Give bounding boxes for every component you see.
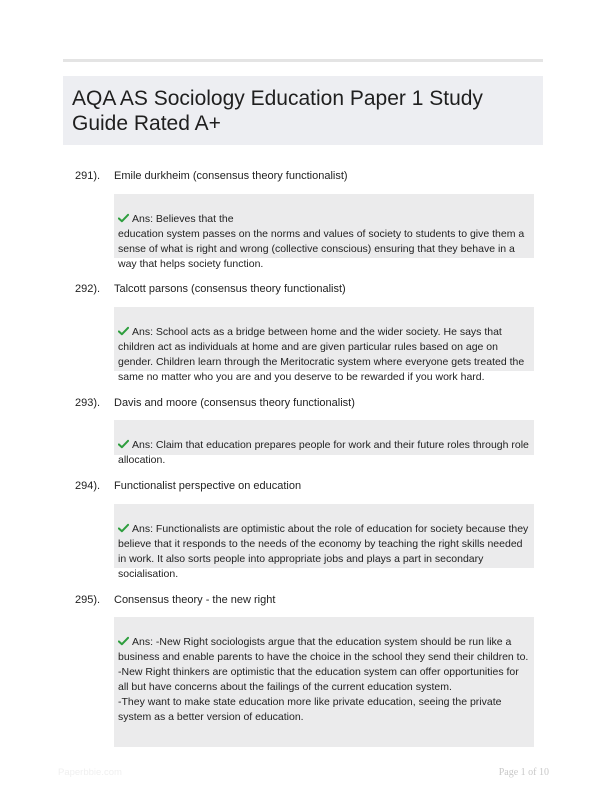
question-number: 293). [75, 397, 101, 409]
checkmark-icon [118, 439, 129, 449]
answer-box [114, 617, 534, 747]
question-text: Talcott parsons (consensus theory functionalist) [114, 283, 346, 295]
answer-box [114, 420, 534, 466]
answer-text: Ans: Functionalists are optimistic about the role of education for society because they believe that it responds to the needs of the economy by teaching the right skills needed in work. It also sorts people into appropriate jobs and plays a part in secondary socialisation. [118, 523, 529, 580]
answer-text: Ans: Believes that the education system passes on the norms and values of society to students to give them a sense of what is right and wrong (collective conscious) ensuring that they behave in a way that helps society function. [118, 213, 525, 270]
question-text: Consensus theory - the new right [114, 594, 276, 606]
checkmark-icon [118, 636, 129, 646]
question-text: Functionalist perspective on education [114, 480, 302, 492]
top-divider [63, 59, 543, 62]
page-title: AQA AS Sociology Education Paper 1 Study Guide Rated A+ [72, 87, 483, 135]
question-text: Davis and moore (consensus theory functionalist) [114, 397, 355, 409]
footer-page-number: Page 1 of 10 [498, 767, 549, 778]
answer-text: Ans: School acts as a bridge between home and the wider society. He says that children act as individuals at home and are given particular rules based on age on gender. Children learn through the Meritocratic system where everyone gets treated the same no matter who you are and you deserve to be rewarded if you work hard. [118, 326, 525, 383]
answer-box [114, 504, 534, 580]
question-number: 291). [75, 170, 101, 182]
footer-site-watermark: Paperbbie.com [58, 767, 122, 778]
answer-box [114, 307, 534, 383]
question-number: 295). [75, 594, 101, 606]
title-banner [63, 76, 543, 145]
answer-box [114, 194, 534, 270]
question-number: 294). [75, 480, 101, 492]
answer-text: Ans: -New Right sociologists argue that the education system should be run like a business and enable parents to have the choice in the school they send their children to. -New Right thinkers are optimistic that the education system can offer opportunities for all but have concerns about the failings of the current education system. -They want to make state education more like private education, seeing the private system as a better version of education. [118, 636, 529, 723]
question-text: Emile durkheim (consensus theory functionalist) [114, 170, 348, 182]
question-number: 292). [75, 283, 101, 295]
answer-text: Ans: Claim that education prepares people for work and their future roles through role allocation. [118, 439, 529, 466]
checkmark-icon [118, 326, 129, 336]
checkmark-icon [118, 523, 129, 533]
checkmark-icon [118, 213, 129, 223]
